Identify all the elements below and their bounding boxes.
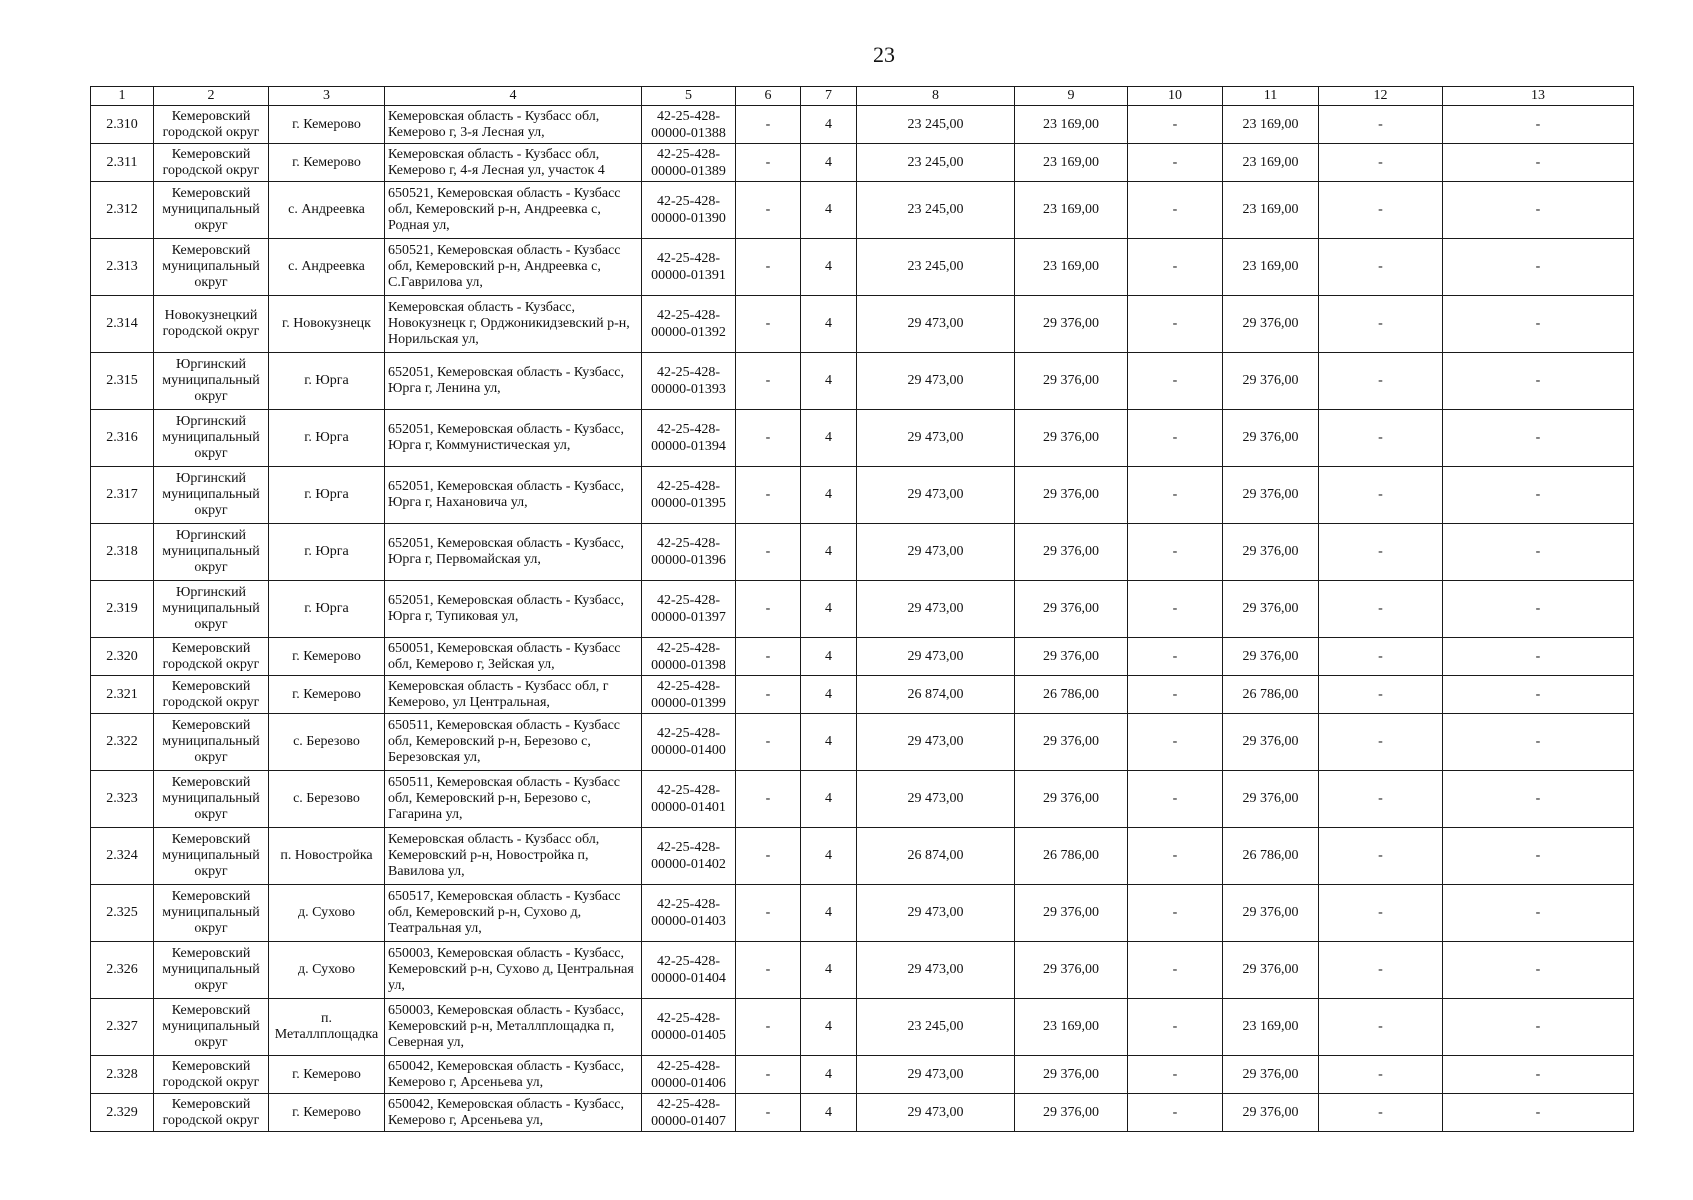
col13-cell: - (1443, 1094, 1634, 1132)
settlement-cell: с. Березово (269, 714, 385, 771)
col10-cell: - (1128, 885, 1223, 942)
col7-cell: 4 (801, 239, 857, 296)
col13-cell: - (1443, 638, 1634, 676)
col10-cell: - (1128, 296, 1223, 353)
table-row (91, 638, 1634, 676)
col13-cell: - (1443, 524, 1634, 581)
col11-value-cell: 29 376,00 (1223, 524, 1319, 581)
col11-value-cell: 29 376,00 (1223, 1056, 1319, 1094)
col11-value-cell: 29 376,00 (1223, 771, 1319, 828)
col13-cell: - (1443, 885, 1634, 942)
col6-cell: - (736, 714, 801, 771)
col11-value-cell: 23 169,00 (1223, 144, 1319, 182)
col11-value-cell: 23 169,00 (1223, 999, 1319, 1056)
code-cell: 42-25-428-00000-01406 (642, 1056, 736, 1094)
col6-cell: - (736, 410, 801, 467)
col10-cell: - (1128, 581, 1223, 638)
col13-cell: - (1443, 144, 1634, 182)
municipality-cell: Юргинский муниципальный округ (154, 467, 269, 524)
code-cell: 42-25-428-00000-01394 (642, 410, 736, 467)
row-number-cell: 2.329 (91, 1094, 154, 1132)
table-row (91, 714, 1634, 771)
col11-value-cell: 29 376,00 (1223, 353, 1319, 410)
col11-value-cell: 26 786,00 (1223, 828, 1319, 885)
col13-cell: - (1443, 467, 1634, 524)
col10-cell: - (1128, 942, 1223, 999)
address-cell: 650517, Кемеровская область - Кузбасс обл, Кемеровский р-н, Сухово д, Театральная ул, (385, 885, 642, 942)
col12-cell: - (1319, 144, 1443, 182)
col6-cell: - (736, 144, 801, 182)
table-row (91, 353, 1634, 410)
col6-cell: - (736, 1056, 801, 1094)
code-cell: 42-25-428-00000-01399 (642, 676, 736, 714)
table-row (91, 581, 1634, 638)
col6-cell: - (736, 239, 801, 296)
settlement-cell: г. Юрга (269, 524, 385, 581)
col9-value-cell: 29 376,00 (1015, 467, 1128, 524)
col9-value-cell: 29 376,00 (1015, 638, 1128, 676)
col10-cell: - (1128, 638, 1223, 676)
column-header: 2 (154, 87, 269, 106)
col7-cell: 4 (801, 410, 857, 467)
settlement-cell: с. Березово (269, 771, 385, 828)
col6-cell: - (736, 771, 801, 828)
col12-cell: - (1319, 524, 1443, 581)
column-header: 8 (857, 87, 1015, 106)
address-cell: 650003, Кемеровская область - Кузбасс, Кемеровский р-н, Сухово д, Центральная ул, (385, 942, 642, 999)
col7-cell: 4 (801, 771, 857, 828)
row-number-cell: 2.318 (91, 524, 154, 581)
address-cell: 650042, Кемеровская область - Кузбасс, Кемерово г, Арсеньева ул, (385, 1094, 642, 1132)
address-cell: 650511, Кемеровская область - Кузбасс обл, Кемеровский р-н, Березово с, Гагарина ул, (385, 771, 642, 828)
settlement-cell: п. Металлплощадка (269, 999, 385, 1056)
table-row (91, 410, 1634, 467)
settlement-cell: г. Кемерово (269, 676, 385, 714)
table-row (91, 106, 1634, 144)
code-cell: 42-25-428-00000-01393 (642, 353, 736, 410)
municipality-cell: Кемеровский городской округ (154, 1056, 269, 1094)
col7-cell: 4 (801, 638, 857, 676)
row-number-cell: 2.314 (91, 296, 154, 353)
col10-cell: - (1128, 1094, 1223, 1132)
col13-cell: - (1443, 353, 1634, 410)
col10-cell: - (1128, 239, 1223, 296)
col13-cell: - (1443, 106, 1634, 144)
table-row (91, 239, 1634, 296)
row-number-cell: 2.327 (91, 999, 154, 1056)
table-row (91, 999, 1634, 1056)
col9-value-cell: 23 169,00 (1015, 999, 1128, 1056)
address-cell: 652051, Кемеровская область - Кузбасс, Юрга г, Первомайская ул, (385, 524, 642, 581)
municipality-cell: Кемеровский муниципальный округ (154, 999, 269, 1056)
code-cell: 42-25-428-00000-01401 (642, 771, 736, 828)
col9-value-cell: 29 376,00 (1015, 1056, 1128, 1094)
col8-value-cell: 29 473,00 (857, 885, 1015, 942)
col12-cell: - (1319, 1056, 1443, 1094)
code-cell: 42-25-428-00000-01404 (642, 942, 736, 999)
col12-cell: - (1319, 410, 1443, 467)
col9-value-cell: 29 376,00 (1015, 353, 1128, 410)
col9-value-cell: 26 786,00 (1015, 828, 1128, 885)
col7-cell: 4 (801, 467, 857, 524)
municipality-cell: Юргинский муниципальный округ (154, 353, 269, 410)
col10-cell: - (1128, 410, 1223, 467)
address-cell: Кемеровская область - Кузбасс обл, г Кемерово, ул Центральная, (385, 676, 642, 714)
col12-cell: - (1319, 353, 1443, 410)
address-cell: 650511, Кемеровская область - Кузбасс обл, Кемеровский р-н, Березово с, Березовская ул, (385, 714, 642, 771)
col7-cell: 4 (801, 1094, 857, 1132)
table-row (91, 771, 1634, 828)
col6-cell: - (736, 182, 801, 239)
col12-cell: - (1319, 106, 1443, 144)
col12-cell: - (1319, 942, 1443, 999)
col12-cell: - (1319, 467, 1443, 524)
col13-cell: - (1443, 581, 1634, 638)
settlement-cell: г. Юрга (269, 467, 385, 524)
col9-value-cell: 29 376,00 (1015, 771, 1128, 828)
col7-cell: 4 (801, 676, 857, 714)
col11-value-cell: 23 169,00 (1223, 106, 1319, 144)
col6-cell: - (736, 942, 801, 999)
address-cell: Кемеровская область - Кузбасс обл, Кемеровский р-н, Новостройка п, Вавилова ул, (385, 828, 642, 885)
col9-value-cell: 29 376,00 (1015, 524, 1128, 581)
col8-value-cell: 29 473,00 (857, 771, 1015, 828)
code-cell: 42-25-428-00000-01388 (642, 106, 736, 144)
col8-value-cell: 29 473,00 (857, 638, 1015, 676)
col11-value-cell: 29 376,00 (1223, 410, 1319, 467)
table-row (91, 1094, 1634, 1132)
settlement-cell: г. Кемерово (269, 144, 385, 182)
row-number-cell: 2.325 (91, 885, 154, 942)
address-cell: 650521, Кемеровская область - Кузбасс обл, Кемеровский р-н, Андреевка с, С.Гаврилова ул, (385, 239, 642, 296)
municipality-cell: Кемеровский муниципальный округ (154, 942, 269, 999)
col8-value-cell: 29 473,00 (857, 353, 1015, 410)
address-cell: 650042, Кемеровская область - Кузбасс, Кемерово г, Арсеньева ул, (385, 1056, 642, 1094)
municipality-cell: Кемеровский муниципальный округ (154, 714, 269, 771)
col6-cell: - (736, 676, 801, 714)
row-number-cell: 2.322 (91, 714, 154, 771)
col13-cell: - (1443, 296, 1634, 353)
settlement-cell: с. Андреевка (269, 182, 385, 239)
address-cell: 652051, Кемеровская область - Кузбасс, Юрга г, Ленина ул, (385, 353, 642, 410)
col13-cell: - (1443, 999, 1634, 1056)
col8-value-cell: 29 473,00 (857, 1056, 1015, 1094)
settlement-cell: п. Новостройка (269, 828, 385, 885)
table-row (91, 676, 1634, 714)
municipality-cell: Кемеровский муниципальный округ (154, 828, 269, 885)
settlement-cell: г. Кемерово (269, 106, 385, 144)
col10-cell: - (1128, 1056, 1223, 1094)
municipality-cell: Юргинский муниципальный округ (154, 581, 269, 638)
table-body (91, 106, 1634, 1132)
municipality-cell: Кемеровский муниципальный округ (154, 239, 269, 296)
col10-cell: - (1128, 182, 1223, 239)
col8-value-cell: 29 473,00 (857, 581, 1015, 638)
municipality-cell: Юргинский муниципальный округ (154, 410, 269, 467)
col11-value-cell: 29 376,00 (1223, 581, 1319, 638)
address-cell: 650003, Кемеровская область - Кузбасс, Кемеровский р-н, Металлплощадка п, Северная ул, (385, 999, 642, 1056)
col7-cell: 4 (801, 182, 857, 239)
row-number-cell: 2.310 (91, 106, 154, 144)
row-number-cell: 2.316 (91, 410, 154, 467)
col8-value-cell: 29 473,00 (857, 714, 1015, 771)
col8-value-cell: 26 874,00 (857, 828, 1015, 885)
column-header: 12 (1319, 87, 1443, 106)
column-header: 7 (801, 87, 857, 106)
row-number-cell: 2.324 (91, 828, 154, 885)
col7-cell: 4 (801, 942, 857, 999)
header-row (91, 87, 1634, 106)
col12-cell: - (1319, 638, 1443, 676)
settlement-cell: д. Сухово (269, 885, 385, 942)
col9-value-cell: 26 786,00 (1015, 676, 1128, 714)
table-row (91, 885, 1634, 942)
col11-value-cell: 26 786,00 (1223, 676, 1319, 714)
col12-cell: - (1319, 239, 1443, 296)
row-number-cell: 2.312 (91, 182, 154, 239)
column-header: 9 (1015, 87, 1128, 106)
col10-cell: - (1128, 144, 1223, 182)
col7-cell: 4 (801, 106, 857, 144)
col11-value-cell: 29 376,00 (1223, 714, 1319, 771)
col11-value-cell: 29 376,00 (1223, 1094, 1319, 1132)
col10-cell: - (1128, 524, 1223, 581)
col11-value-cell: 23 169,00 (1223, 239, 1319, 296)
col6-cell: - (736, 999, 801, 1056)
row-number-cell: 2.323 (91, 771, 154, 828)
col7-cell: 4 (801, 1056, 857, 1094)
table-row (91, 467, 1634, 524)
settlement-cell: с. Андреевка (269, 239, 385, 296)
settlement-cell: г. Кемерово (269, 1094, 385, 1132)
col7-cell: 4 (801, 581, 857, 638)
col10-cell: - (1128, 771, 1223, 828)
column-header: 1 (91, 87, 154, 106)
row-number-cell: 2.326 (91, 942, 154, 999)
col8-value-cell: 29 473,00 (857, 942, 1015, 999)
col8-value-cell: 23 245,00 (857, 106, 1015, 144)
page-number: 23 (873, 42, 895, 67)
col13-cell: - (1443, 714, 1634, 771)
address-cell: 650521, Кемеровская область - Кузбасс обл, Кемеровский р-н, Андреевка с, Родная ул, (385, 182, 642, 239)
municipality-cell: Кемеровский муниципальный округ (154, 771, 269, 828)
col12-cell: - (1319, 581, 1443, 638)
col8-value-cell: 23 245,00 (857, 144, 1015, 182)
table-row (91, 144, 1634, 182)
col7-cell: 4 (801, 353, 857, 410)
col9-value-cell: 29 376,00 (1015, 410, 1128, 467)
row-number-cell: 2.328 (91, 1056, 154, 1094)
code-cell: 42-25-428-00000-01396 (642, 524, 736, 581)
column-header: 13 (1443, 87, 1634, 106)
address-cell: Кемеровская область - Кузбасс обл, Кемерово г, 4-я Лесная ул, участок 4 (385, 144, 642, 182)
col6-cell: - (736, 106, 801, 144)
code-cell: 42-25-428-00000-01391 (642, 239, 736, 296)
column-header: 4 (385, 87, 642, 106)
col11-value-cell: 29 376,00 (1223, 942, 1319, 999)
column-header: 5 (642, 87, 736, 106)
col9-value-cell: 23 169,00 (1015, 144, 1128, 182)
col6-cell: - (736, 1094, 801, 1132)
column-header: 11 (1223, 87, 1319, 106)
col8-value-cell: 29 473,00 (857, 524, 1015, 581)
municipality-cell: Кемеровский городской округ (154, 106, 269, 144)
col7-cell: 4 (801, 144, 857, 182)
col9-value-cell: 29 376,00 (1015, 942, 1128, 999)
col7-cell: 4 (801, 828, 857, 885)
col6-cell: - (736, 638, 801, 676)
col12-cell: - (1319, 1094, 1443, 1132)
col10-cell: - (1128, 467, 1223, 524)
col10-cell: - (1128, 106, 1223, 144)
code-cell: 42-25-428-00000-01398 (642, 638, 736, 676)
municipality-cell: Кемеровский городской округ (154, 638, 269, 676)
code-cell: 42-25-428-00000-01395 (642, 467, 736, 524)
col11-value-cell: 29 376,00 (1223, 467, 1319, 524)
col13-cell: - (1443, 1056, 1634, 1094)
settlement-cell: г. Юрга (269, 581, 385, 638)
data-table (90, 86, 1634, 1132)
address-cell: 652051, Кемеровская область - Кузбасс, Юрга г, Коммунистическая ул, (385, 410, 642, 467)
code-cell: 42-25-428-00000-01390 (642, 182, 736, 239)
table-row (91, 524, 1634, 581)
col13-cell: - (1443, 676, 1634, 714)
col10-cell: - (1128, 353, 1223, 410)
col6-cell: - (736, 296, 801, 353)
col7-cell: 4 (801, 714, 857, 771)
row-number-cell: 2.311 (91, 144, 154, 182)
column-header: 3 (269, 87, 385, 106)
col8-value-cell: 29 473,00 (857, 410, 1015, 467)
col8-value-cell: 29 473,00 (857, 467, 1015, 524)
col9-value-cell: 29 376,00 (1015, 885, 1128, 942)
col6-cell: - (736, 353, 801, 410)
col7-cell: 4 (801, 524, 857, 581)
settlement-cell: г. Кемерово (269, 1056, 385, 1094)
col12-cell: - (1319, 714, 1443, 771)
municipality-cell: Кемеровский муниципальный округ (154, 182, 269, 239)
address-cell: 652051, Кемеровская область - Кузбасс, Юрга г, Нахановича ул, (385, 467, 642, 524)
row-number-cell: 2.321 (91, 676, 154, 714)
table-row (91, 1056, 1634, 1094)
col10-cell: - (1128, 999, 1223, 1056)
settlement-cell: г. Кемерово (269, 638, 385, 676)
col9-value-cell: 23 169,00 (1015, 239, 1128, 296)
col13-cell: - (1443, 828, 1634, 885)
col12-cell: - (1319, 182, 1443, 239)
municipality-cell: Новокузнецкий городской округ (154, 296, 269, 353)
col6-cell: - (736, 885, 801, 942)
col11-value-cell: 29 376,00 (1223, 296, 1319, 353)
col13-cell: - (1443, 239, 1634, 296)
table-row (91, 828, 1634, 885)
col12-cell: - (1319, 828, 1443, 885)
col8-value-cell: 29 473,00 (857, 1094, 1015, 1132)
col7-cell: 4 (801, 999, 857, 1056)
code-cell: 42-25-428-00000-01403 (642, 885, 736, 942)
settlement-cell: д. Сухово (269, 942, 385, 999)
col12-cell: - (1319, 676, 1443, 714)
code-cell: 42-25-428-00000-01397 (642, 581, 736, 638)
row-number-cell: 2.313 (91, 239, 154, 296)
code-cell: 42-25-428-00000-01389 (642, 144, 736, 182)
municipality-cell: Юргинский муниципальный округ (154, 524, 269, 581)
col8-value-cell: 23 245,00 (857, 999, 1015, 1056)
address-cell: Кемеровская область - Кузбасс обл, Кемерово г, 3-я Лесная ул, (385, 106, 642, 144)
col6-cell: - (736, 828, 801, 885)
municipality-cell: Кемеровский городской округ (154, 144, 269, 182)
col10-cell: - (1128, 676, 1223, 714)
code-cell: 42-25-428-00000-01392 (642, 296, 736, 353)
table-row (91, 296, 1634, 353)
row-number-cell: 2.320 (91, 638, 154, 676)
address-cell: 652051, Кемеровская область - Кузбасс, Юрга г, Тупиковая ул, (385, 581, 642, 638)
col7-cell: 4 (801, 296, 857, 353)
column-header: 10 (1128, 87, 1223, 106)
code-cell: 42-25-428-00000-01407 (642, 1094, 736, 1132)
col11-value-cell: 23 169,00 (1223, 182, 1319, 239)
table-row (91, 182, 1634, 239)
code-cell: 42-25-428-00000-01402 (642, 828, 736, 885)
row-number-cell: 2.317 (91, 467, 154, 524)
col11-value-cell: 29 376,00 (1223, 885, 1319, 942)
col10-cell: - (1128, 714, 1223, 771)
col12-cell: - (1319, 771, 1443, 828)
col7-cell: 4 (801, 885, 857, 942)
settlement-cell: г. Юрга (269, 353, 385, 410)
col6-cell: - (736, 581, 801, 638)
row-number-cell: 2.315 (91, 353, 154, 410)
col9-value-cell: 23 169,00 (1015, 182, 1128, 239)
col12-cell: - (1319, 999, 1443, 1056)
row-number-cell: 2.319 (91, 581, 154, 638)
col12-cell: - (1319, 885, 1443, 942)
col8-value-cell: 29 473,00 (857, 296, 1015, 353)
code-cell: 42-25-428-00000-01400 (642, 714, 736, 771)
col6-cell: - (736, 467, 801, 524)
column-header: 6 (736, 87, 801, 106)
code-cell: 42-25-428-00000-01405 (642, 999, 736, 1056)
table-row (91, 942, 1634, 999)
col11-value-cell: 29 376,00 (1223, 638, 1319, 676)
address-cell: 650051, Кемеровская область - Кузбасс обл, Кемерово г, Зейская ул, (385, 638, 642, 676)
municipality-cell: Кемеровский городской округ (154, 1094, 269, 1132)
settlement-cell: г. Новокузнецк (269, 296, 385, 353)
col9-value-cell: 29 376,00 (1015, 296, 1128, 353)
col8-value-cell: 26 874,00 (857, 676, 1015, 714)
col13-cell: - (1443, 410, 1634, 467)
col13-cell: - (1443, 182, 1634, 239)
col6-cell: - (736, 524, 801, 581)
col12-cell: - (1319, 296, 1443, 353)
col13-cell: - (1443, 771, 1634, 828)
address-cell: Кемеровская область - Кузбасс, Новокузнецк г, Орджоникидзевский р-н, Норильская ул, (385, 296, 642, 353)
col9-value-cell: 23 169,00 (1015, 106, 1128, 144)
col8-value-cell: 23 245,00 (857, 182, 1015, 239)
col13-cell: - (1443, 942, 1634, 999)
municipality-cell: Кемеровский муниципальный округ (154, 885, 269, 942)
col8-value-cell: 23 245,00 (857, 239, 1015, 296)
settlement-cell: г. Юрга (269, 410, 385, 467)
col10-cell: - (1128, 828, 1223, 885)
col9-value-cell: 29 376,00 (1015, 581, 1128, 638)
municipality-cell: Кемеровский городской округ (154, 676, 269, 714)
col9-value-cell: 29 376,00 (1015, 1094, 1128, 1132)
col9-value-cell: 29 376,00 (1015, 714, 1128, 771)
